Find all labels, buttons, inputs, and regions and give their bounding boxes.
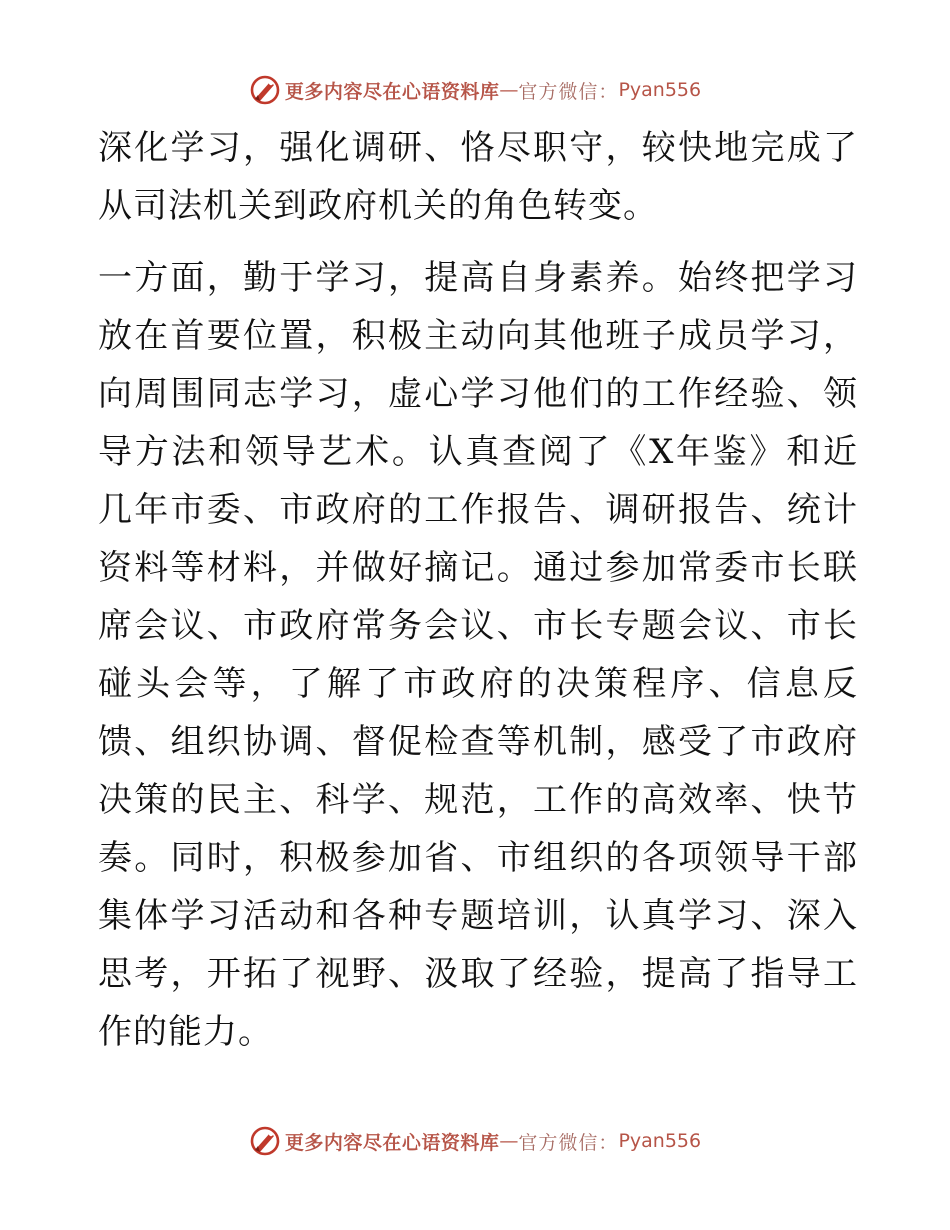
- header-banner: [0, 72, 950, 108]
- header-separator: —: [499, 79, 519, 101]
- header-wechat-id: Pyan556: [618, 79, 702, 101]
- footer-wechat-label: 官方微信：: [518, 1131, 619, 1154]
- document-body-part-1: [98, 119, 858, 235]
- footer-banner: [0, 1123, 950, 1159]
- pen-logo-icon: [249, 74, 281, 106]
- footer-separator: —: [499, 1130, 519, 1152]
- pen-logo-icon: [249, 1125, 281, 1157]
- footer-wechat-id: Pyan556: [618, 1130, 702, 1152]
- document-body-part-2: [98, 249, 858, 1061]
- paragraph-2: 一方面，勤于学习，提高自身素养。始终把学习放在首要位置，积极主动向其他班子成员学习，向周围同志学习，虚心学习他们的工作经验、领导方法和领导艺术。认真查阅了《X年鉴》和近几年市委、市政府的工作报告、调研报告、统计资料等材料，并做好摘记。通过参加常委市长联席会议、市政府常务会议、市长专题会议、市长碰头会等，了解了市政府的决策程序、信息反馈、组织协调、督促检查等机制，感受了市政府决策的民主、科学、规范，工作的高效率、快节奏。同时，积极参加省、市组织的各项领导干部集体学习活动和各种专题培训，认真学习、深入思考，开拓了视野、汲取了经验，提高了指导工作的能力。: [98, 258, 858, 1052]
- header-brand-text: 更多内容尽在心语资料库: [284, 80, 500, 103]
- header-wechat-label: 官方微信：: [518, 80, 619, 103]
- footer-brand-text: 更多内容尽在心语资料库: [284, 1131, 500, 1154]
- paragraph-1: 深化学习，强化调研、恪尽职守，较快地完成了从司法机关到政府机关的角色转变。: [98, 128, 858, 226]
